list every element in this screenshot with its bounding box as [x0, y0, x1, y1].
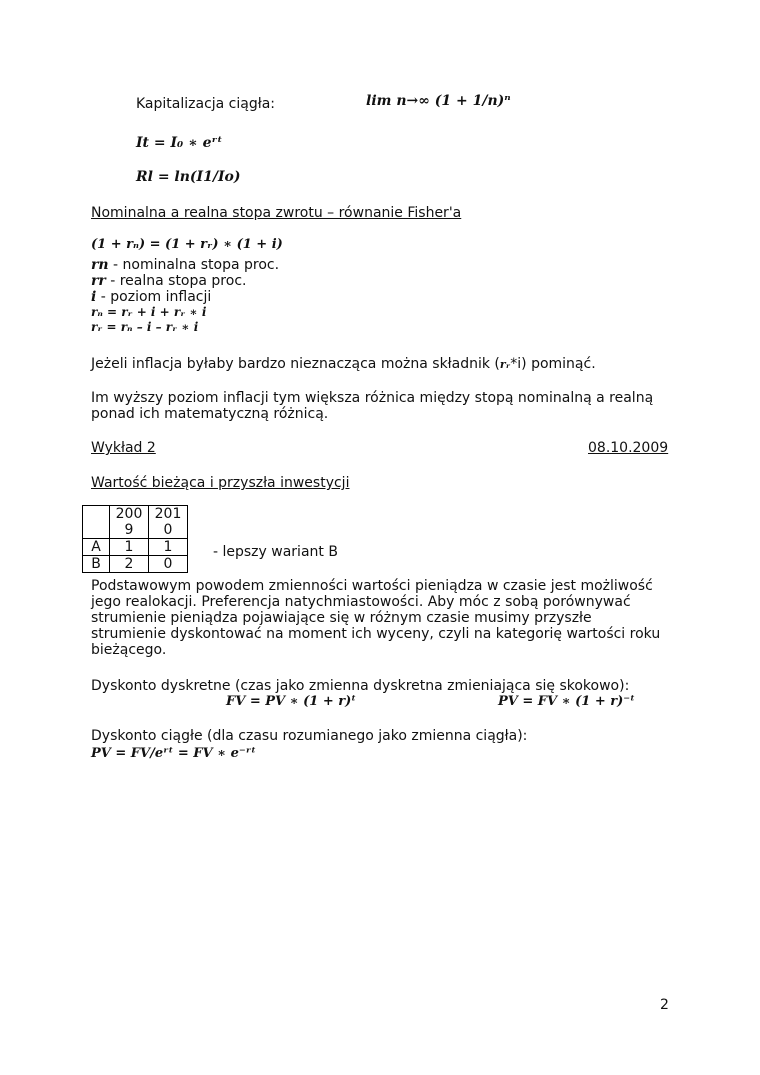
- continuous-formula: PV = FV/eʳᵗ = FV ∗ e⁻ʳᵗ: [91, 746, 256, 761]
- header-col2-line2: 0: [163, 522, 173, 538]
- page-number: 2: [660, 997, 669, 1013]
- symbol-i: i: [91, 289, 97, 305]
- table-corner-cell: [83, 506, 110, 539]
- formula-it: It = I₀ ∗ eʳᵗ: [136, 135, 223, 151]
- note1-before: Jeżeli inflacja byłaby bardzo nieznacząca można składnik (: [91, 356, 500, 372]
- cell-value: 0: [149, 556, 188, 573]
- row-label: A: [83, 539, 110, 556]
- header-col1-line2: 9: [124, 522, 134, 538]
- definition-rn: [91, 257, 279, 273]
- table-row: [83, 539, 188, 556]
- section-heading-fisher: Nominalna a realna stopa zwrotu – równanie Fisher'a: [91, 205, 462, 221]
- formula-rr: rᵣ = rₙ – i – rᵣ ∗ i: [91, 320, 199, 334]
- definition-rr-text: - realna stopa proc.: [105, 273, 247, 289]
- paragraph-money-value: Podstawowym powodem zmienności wartości pieniądza w czasie jest możliwość jego realokacji. Preferencja natychmiastowości. Aby móc z sobą porównywać strumienie pieniądza pojawiające się w różnym czasie musimy przyszłe strumienie dyskontować na moment ich wyceny, czyli na kategorię wartości roku bieżącego.: [91, 578, 661, 658]
- definition-i-text: - poziom inflacji: [96, 289, 212, 305]
- limit-formula: lim n→∞ (1 + 1/n)ⁿ: [366, 93, 511, 109]
- definition-rn-text: - nominalna stopa proc.: [108, 257, 280, 273]
- table-row: [83, 556, 188, 573]
- section-heading-investment-value: Wartość bieżąca i przyszła inwestycji: [91, 475, 350, 491]
- note-inflation-negligible: [91, 356, 596, 372]
- note1-after: *i) pominąć.: [510, 356, 596, 372]
- continuous-discount-heading: Dyskonto ciągłe (dla czasu rozumianego jako zmienna ciągła):: [91, 728, 528, 744]
- table-note: - lepszy wariant B: [213, 544, 338, 560]
- table-header-col1: [110, 506, 149, 539]
- lecture-date: 08.10.2009: [588, 440, 669, 456]
- definition-i: [91, 289, 211, 305]
- header-col1-line1: 200: [115, 506, 143, 522]
- fisher-formula: (1 + rₙ) = (1 + rᵣ) ∗ (1 + i): [91, 237, 283, 252]
- definition-rr: [91, 273, 246, 289]
- discrete-pv-formula: PV = FV ∗ (1 + r)⁻ᵗ: [498, 694, 635, 709]
- cell-value: 1: [110, 539, 149, 556]
- symbol-rn: rn: [91, 257, 109, 273]
- discrete-fv-formula: FV = PV ∗ (1 + r)ᵗ: [226, 694, 357, 709]
- header-col2-line1: 201: [154, 506, 182, 522]
- symbol-rr: rr: [91, 273, 106, 289]
- cell-value: 2: [110, 556, 149, 573]
- formula-rl: Rl = ln(I1/Io): [136, 169, 241, 185]
- lecture-title: Wykład 2: [91, 440, 156, 456]
- formula-rn: rₙ = rᵣ + i + rᵣ ∗ i: [91, 305, 207, 319]
- section-title-kapitalizacja: Kapitalizacja ciągła:: [136, 96, 276, 112]
- cell-value: 1: [149, 539, 188, 556]
- row-label: B: [83, 556, 110, 573]
- table-header-col2: [149, 506, 188, 539]
- comparison-table: [82, 505, 188, 573]
- table-header-row: [83, 506, 188, 539]
- note1-symbol: rᵣ: [499, 358, 511, 371]
- note-inflation-difference: Im wyższy poziom inflacji tym większa różnica między stopą nominalną a realną ponad ich matematyczną różnicą.: [91, 390, 654, 422]
- discrete-discount-heading: Dyskonto dyskretne (czas jako zmienna dyskretna zmieniająca się skokowo):: [91, 678, 630, 694]
